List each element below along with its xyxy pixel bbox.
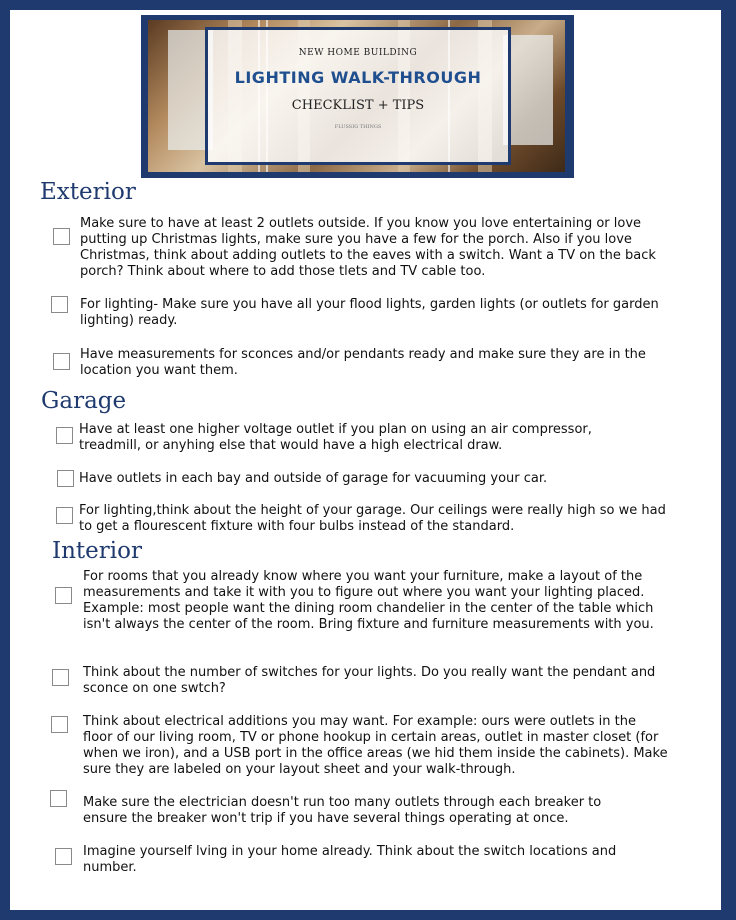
section-heading-garage: Garage — [41, 388, 127, 414]
section-heading-interior: Interior — [52, 538, 142, 564]
checkbox[interactable] — [51, 296, 68, 313]
checkbox[interactable] — [55, 587, 72, 604]
checklist-item: For lighting,think about the height of your garage. Our ceilings were really high so we had to get a flourescent fixture with four bulbs instead of the standard. — [79, 503, 666, 534]
checkbox[interactable] — [50, 790, 67, 807]
checklist-item: Have measurements for sconces and/or pendants ready and make sure they are in the location you want them. — [80, 347, 646, 378]
checkbox[interactable] — [55, 848, 72, 865]
checklist-item: For lighting- Make sure you have all your flood lights, garden lights (or outlets for garden lighting) ready. — [80, 297, 659, 328]
construction-photo — [148, 20, 565, 172]
checkbox[interactable] — [52, 669, 69, 686]
checkbox[interactable] — [56, 427, 73, 444]
checklist-item: Think about the number of switches for your lights. Do you really want the pendant and sconce on one swtch? — [83, 665, 656, 696]
checkbox[interactable] — [51, 716, 68, 733]
checklist-item: Have outlets in each bay and outside of garage for vacuuming your car. — [79, 471, 548, 486]
title-overlay — [205, 27, 511, 165]
checkbox[interactable] — [57, 470, 74, 487]
checklist-item: Think about electrical additions you may want. For example: ours were outlets in the floor of our living room, TV or phone hookup in certain areas, outlet in master closet (for when we iron), and a USB port in the office areas (we hid them inside the cabinets). Make sure they are labeled on your layout sheet and your walk-through. — [83, 714, 668, 777]
section-heading-exterior: Exterior — [40, 179, 136, 205]
banner-subtitle: CHECKLIST + TIPS — [291, 98, 425, 113]
banner-logo: FLUSSIG THINGS — [334, 124, 382, 130]
checkbox[interactable] — [56, 507, 73, 524]
checklist-item: Imagine yourself lving in your home already. Think about the switch locations and number. — [83, 844, 617, 875]
checklist-item: Have at least one higher voltage outlet if you plan on using an air compressor, treadmill, or anyhing else that would have a high electrical draw. — [79, 422, 592, 453]
checklist-item: Make sure the electrician doesn't run too many outlets through each breaker to ensure the breaker won't trip if you have several things operating at once. — [83, 795, 602, 826]
banner-title: LIGHTING WALK-THROUGH — [234, 68, 482, 87]
checkbox[interactable] — [53, 353, 70, 370]
header-banner — [141, 15, 574, 178]
banner-top-line: NEW HOME BUILDING — [298, 48, 418, 58]
checklist-item: For rooms that you already know where you want your furniture, make a layout of the measurements and take it with you to figure out where you want your lighting placed. Example: most people want the dining room chandelier in the center of the table which isn't always the center of the room. Bring fixture and furniture measurements with you. — [83, 569, 654, 632]
checkbox[interactable] — [53, 228, 70, 245]
checklist-item: Make sure to have at least 2 outlets outside. If you know you love entertaining or love putting up Christmas lights, make sure you have a few for the porch. Also if you love Christmas, think about adding outlets to the eaves with a switch. Want a TV on the back porch? Think about where to add those tlets and TV cable too. — [80, 216, 656, 279]
